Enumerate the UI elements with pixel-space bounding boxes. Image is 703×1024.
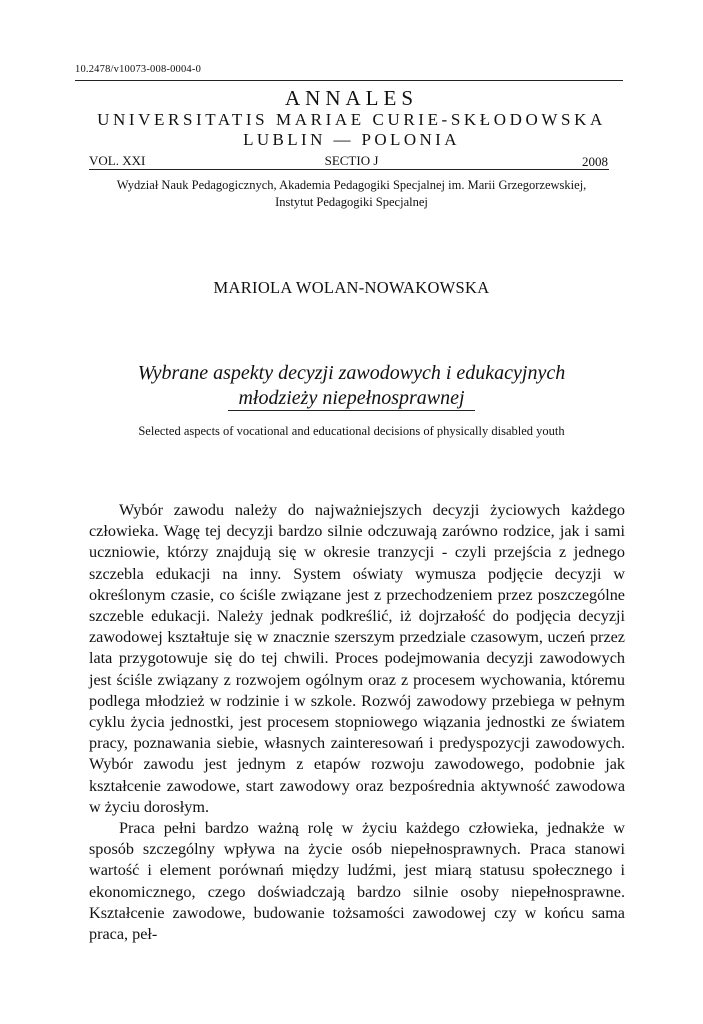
paragraph: Wybór zawodu należy do najważniejszych decyzji życiowych każdego człowieka. Wagę tej decyzji bardzo silnie odczuwają zarówno rodzice, jak i sami uczniowie, którzy znajdują się w okresie tranzycji - czyli przejścia z jednego szczebla edukacji na inny. System oświaty wymusza podjęcie decyzji w określonym czasie, co ściśle związane jest z przechodzeniem przez poszczególne szczeble edukacji. Należy jednak podkreślić, iż dojrzałość do podjęcia decyzji zawodowej kształtuje się w znacznie szerszym przedziale czasowym, uczeń przez lata przygotowuje się do tej chwili. Proces podejmowania decyzji zawodowych jest ściśle związany z rozwojem ogólnym oraz z procesem wychowania, któremu podlega młodzież w rodzinie i w szkole. Rozwój zawodowy przebiega w pełnym cyklu życia jednostki, jest procesem stopniowego wiązania jednostki ze światem pracy, poznawania siebie, własnych zainteresowań i predyspozycji zawodowych. Wybór zawodu jest jednym z etapów rozwoju zawodowego, podobnie jak kształcenie zawodowe, start zawodowy oraz bezpośrednia aktywność zawodowa w życiu dorosłym. <box>89 501 625 816</box>
title-underline <box>228 410 475 411</box>
paragraph: Praca pełni bardzo ważną rolę w życiu każdego człowieka, jednakże w sposób szczególny wpływa na życie osób niepełnosprawnych. Praca stanowi wartość i element porównań między ludźmi, jest miarą statusu społecznego i ekonomicznego, czego doświadczają bardzo silnie osoby niepełnosprawne. Kształcenie zawodowe, budowanie tożsamości zawodowej czy w końcu sama praca, peł- <box>89 819 625 944</box>
article-title-line-1: Wybrane aspekty decyzji zawodowych i edukacyjnych <box>137 362 566 384</box>
year: 2008 <box>582 154 608 169</box>
journal-location: LUBLIN — POLONIA <box>243 130 460 149</box>
affiliation <box>60 177 643 211</box>
article-title-line-2: młodzieży niepełnosprawnej <box>238 387 465 409</box>
author-name: MARIOLA WOLAN-NOWAKOWSKA <box>213 278 490 297</box>
affiliation-line-2: Instytut Pedagogiki Specjalnej <box>275 195 428 209</box>
article-body <box>89 500 625 945</box>
english-title: Selected aspects of vocational and educational decisions of physically disabled youth <box>138 424 565 438</box>
header-bottom-rule <box>89 169 609 170</box>
journal-university: UNIVERSITATIS MARIAE CURIE-SKŁODOWSKA <box>97 110 606 129</box>
sectio: SECTIO J <box>324 153 379 168</box>
header-top-rule <box>75 80 623 81</box>
affiliation-line-1: Wydział Nauk Pedagogicznych, Akademia Pedagogiki Specjalnej im. Marii Grzegorzewskiej, <box>116 178 587 192</box>
volume: VOL. XXI <box>89 153 146 168</box>
doi: 10.2478/v10073-008-0004-0 <box>75 64 202 75</box>
article-title <box>60 361 643 411</box>
journal-title: ANNALES <box>285 86 418 110</box>
